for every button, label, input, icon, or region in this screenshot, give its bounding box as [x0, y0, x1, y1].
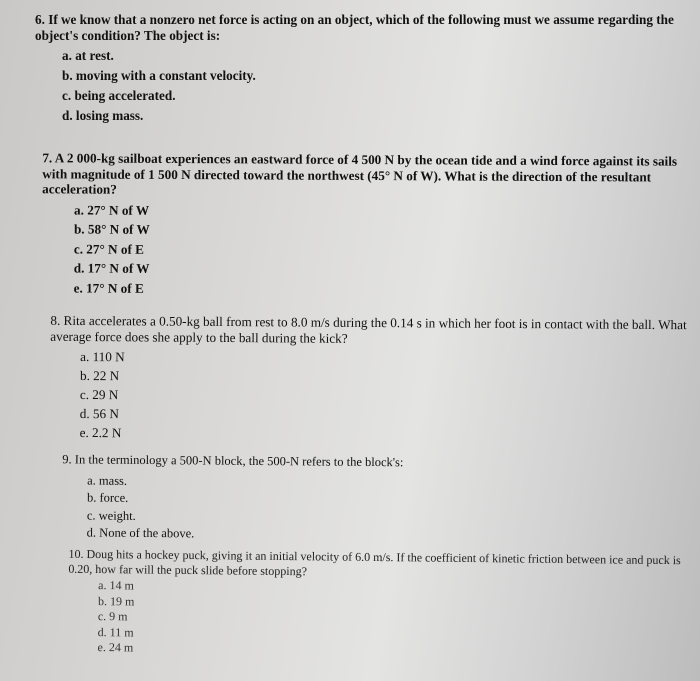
question-8 — [50, 313, 691, 446]
answer-options — [74, 200, 693, 301]
question-6 — [35, 12, 685, 126]
question-7 — [42, 150, 693, 300]
option-c: c. 9 m — [97, 609, 128, 624]
question-stem: 6. If we know that a nonzero net force is acting on an object, which of the following must we assume regarding the object's condition? The object is: — [35, 12, 674, 43]
option-d: d. 56 N — [79, 405, 120, 422]
question-stem: 8. Rita accelerates a 0.50-kg ball from rest to 8.0 m/s during the 0.14 s in which her foot is in contact with the ball. What average force does she apply to the ball during the kick? — [50, 312, 687, 346]
option-b: b. 19 m — [97, 593, 135, 608]
question-10 — [67, 547, 688, 662]
option-d: d. 17° N of W — [73, 260, 150, 276]
option-a: a. 14 m — [98, 578, 134, 593]
option-c: c. being accelerated. — [62, 88, 176, 103]
option-c: c. weight. — [86, 508, 136, 523]
option-e: e. 17° N of E — [73, 279, 144, 296]
question-9 — [62, 452, 683, 547]
option-d: d. None of the above. — [86, 525, 195, 541]
option-a: a. 27° N of W — [74, 201, 150, 218]
question-stem: 7. A 2 000-kg sailboat experiences an eastward force of 4 500 N by the ocean tide and a wind force against its sails with magnitude of 1 500 N directed toward the northwest (45° N of W). What is the direction of the resultant acceleration? — [42, 150, 678, 197]
option-a: a. mass. — [87, 473, 128, 488]
option-b: b. 22 N — [79, 367, 120, 384]
answer-options — [97, 578, 688, 662]
option-a: a. at rest. — [62, 48, 114, 63]
option-e: e. 2.2 N — [79, 424, 122, 441]
answer-options — [62, 46, 685, 126]
option-c: c. 27° N of E — [73, 240, 145, 257]
option-b: b. 58° N of W — [73, 221, 150, 237]
option-b: b. force. — [86, 490, 129, 505]
answer-options — [80, 347, 691, 446]
option-e: e. 24 m — [97, 640, 134, 655]
option-d: d. 11 m — [97, 624, 134, 639]
option-b: b. moving with a constant velocity. — [62, 68, 256, 83]
question-stem: 10. Doug hits a hockey puck, giving it an initial velocity of 6.0 m/s. If the coefficient of kinetic friction between ice and puck is 0.20, how far will the puck slide before stopping? — [68, 546, 681, 578]
option-c: c. 29 N — [79, 386, 119, 403]
answer-options — [87, 472, 683, 547]
question-stem: 9. In the terminology a 500-N block, the 500-N refers to the block's: — [62, 452, 404, 470]
option-a: a. 110 N — [80, 348, 125, 365]
option-d: d. losing mass. — [62, 108, 144, 123]
